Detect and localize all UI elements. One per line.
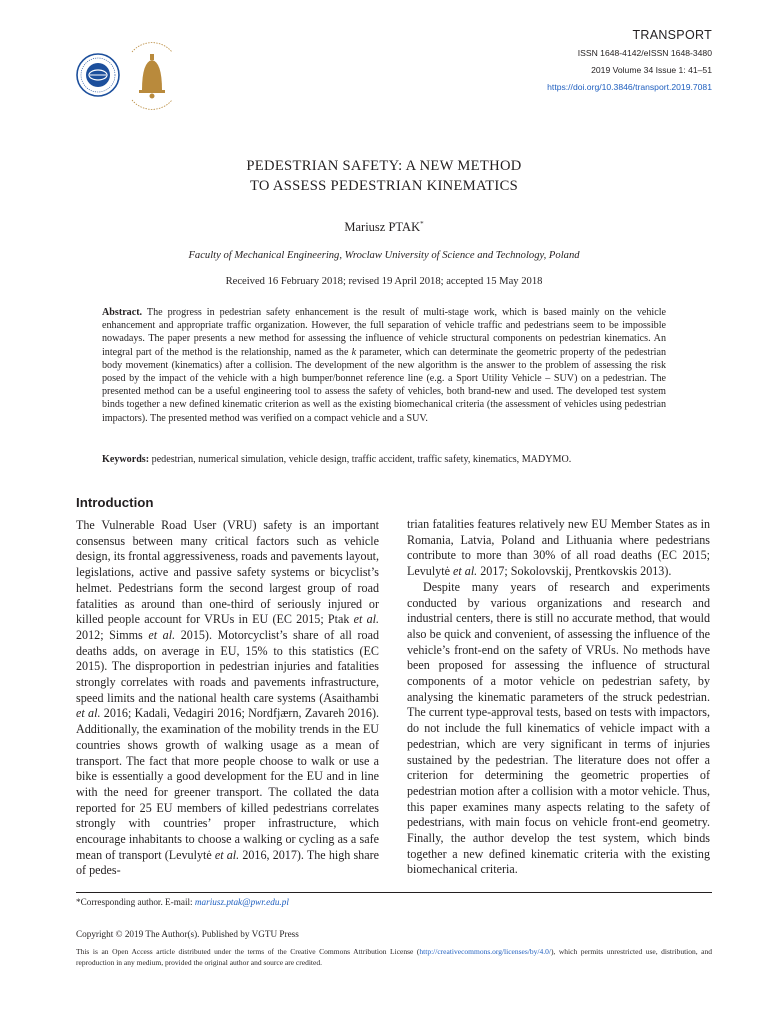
title-line-2: TO ASSESS PEDESTRIAN KINEMATICS	[249, 178, 519, 194]
author-email-link[interactable]: mariusz.ptak@pwr.edu.pl	[194, 897, 289, 907]
text-run: 2016; Kadali, Vedagiri 2016; Nordfjærn, Zavareh 2016). Additionally, the examination of the mobility trends in the EU countries shows growth of walking usage as a mean of transport. The fact that more people choose to walk or use a bike is essentially a good development for the EU and in line with the need for greener transport. The collated the data reported for 25 EU members of killed pedestrians correlates strongly with countries’ proper infrastructure, which encourage inhabitants to choose a walking or cycling as a safe mean of transport (Levulytė	[76, 706, 379, 862]
text-run-italic: et al.	[76, 706, 101, 721]
corresponding-mark: *	[420, 220, 424, 228]
footnote-divider	[76, 892, 712, 893]
text-run: 2012; Simms	[76, 627, 149, 642]
author	[0, 220, 768, 235]
affiliation: Faculty of Mechanical Engineering, Wroclaw University of Science and Technology, Poland	[188, 250, 580, 261]
keywords	[102, 453, 666, 466]
text-run-italic: et al.	[353, 612, 380, 627]
received-dates: Received 16 February 2018; revised 19 April 2018; accepted 15 May 2018	[225, 276, 543, 287]
logos-svg	[76, 40, 196, 110]
abstract	[102, 306, 666, 425]
text-run-italic: et al.	[148, 627, 176, 642]
intro-paragraph-1-cont	[407, 517, 710, 580]
journal-header	[547, 28, 712, 93]
license-link[interactable]: http://creativecommons.org/licenses/by/4.0/	[419, 947, 551, 956]
publisher-logos	[76, 40, 196, 110]
text-run: 2016, 2017). The high share of pedes-	[76, 847, 379, 878]
license-text-2: ), which permits unrestricted use, distribution, and reproduction in any medium, provided the original author and source are credited.	[76, 947, 713, 967]
text-run-italic: et al.	[453, 564, 478, 579]
issn: ISSN 1648-4142/eISSN 1648-3480	[577, 48, 712, 58]
abstract-k-param: k	[351, 346, 357, 358]
copyright: Copyright © 2019 The Author(s). Published by VGTU Press	[76, 929, 299, 939]
title-line-1: PEDESTRIAN SAFETY: A NEW METHOD	[246, 158, 522, 174]
text-run: trian fatalities features relatively new EU Member States as in Romania, Latvia, Poland and Lithuania where pedestrians contribute to more than 30% of all road deaths (EC 2015; Levulytė	[407, 517, 710, 579]
corresponding-footnote	[76, 897, 289, 907]
keywords-label: Keywords:	[102, 454, 150, 465]
text-run: 2015). Motorcyclist’s share of all road deaths adds, on average in EU, 15% to this statistics (EC 2015). The disproportion in pedestrian injuries and fatalities strongly correlates with roads and pavements infrastructure, speed limits and the national health care systems (Asaithambi	[76, 627, 379, 705]
journal-name: TRANSPORT	[632, 28, 712, 42]
abstract-text-2: parameter, which can determinate the geometric property of the pedestrian body movement (kinematics) after a collision. The development of the new algorithm is the answer to the problem of assessing the risk posed by the impact of the vehicle with a high bumper/bonnet reference line (e.g. a Sport Utility Vehicle – SUV) on a pedestrian. The presented method can be a useful engineering tool to assess the safety of vehicles, both brand-new and used. The developed test system binds together a new defined kinematic criterion as well as the existing biomechanical criteria (the assessment of vehicles using pedestrian impactors). The presented method was verified on a compact vehicle and a SUV.	[102, 346, 666, 424]
abstract-text-1: The progress in pedestrian safety enhancement is the result of multi-stage work, which is based mainly on the vehicle enhancement and appropriate traffic organization. However, the full separation of vehicle traffic and pedestrians seem to be impossible nowadays. The paper presents a new method for assessing the influence of vehicle structural components on pedestrian kinematics. An integral part of the method is the relationship, named as the	[102, 307, 666, 358]
academy-bell-logo	[132, 43, 172, 110]
journal-seal-logo	[77, 54, 119, 96]
author-name: Mariusz PTAK	[344, 220, 421, 235]
license-text-1: This is an Open Access article distributed under the terms of the Creative Commons Attribution License (	[76, 947, 420, 956]
section-heading-introduction: Introduction	[76, 495, 154, 510]
right-column	[407, 517, 710, 878]
license-text	[76, 947, 712, 968]
text-run: The Vulnerable Road User (VRU) safety is an important consensus between many critical factors such as vehicle design, its frontal aggressiveness, roads and pavements layout, legislations, active and passive safety systems or bicyclist’s helmet. Pedestrians form the second largest group of road fatalities as around than one-third of seriously injured or killed people account for VRUs in EU (EC 2015; Ptak	[76, 518, 379, 627]
intro-paragraph-1	[76, 518, 379, 879]
intro-paragraph-2: Despite many years of research and experiments conducted by various organizations and research and industrial centers, there is still no accurate method, that would also be quick and convenient, of assessing the influence of the vehicle’s front-end on the safety of VRUs. No methods have been proposed for assessing the influence of structural components of a motor vehicle on pedestrian safety, by analysing the kinematic parameters of the struck pedestrian. The current type-approval tests, based on tests with impactors, do not include the full kinematics of vehicle impact with a pedestrian, which are very significant in terms of injuries sustained by the pedestrian. The literature does not offer a criterion for determining the geometric properties of pedestrian motion after a collision with a motor vehicle. Thus, this paper examines many aspects relating to the safety of pedestrians, with main focus on vehicle front-end geometry. Finally, the author develop the test system, which binds together a new defined kinematic criteria with the existing biomechanical criteria.	[407, 579, 710, 877]
doi-link[interactable]: https://doi.org/10.3846/transport.2019.7081	[547, 82, 712, 92]
issue-info: 2019 Volume 34 Issue 1: 41–51	[591, 65, 712, 75]
keywords-text: pedestrian, numerical simulation, vehicle design, traffic accident, traffic safety, kinematics, MADYMO.	[151, 454, 572, 465]
article-title	[0, 156, 768, 196]
abstract-label: Abstract.	[102, 307, 143, 318]
text-run-italic: et al.	[214, 847, 240, 862]
left-column	[76, 518, 379, 879]
footnote-label: *Corresponding author. E-mail:	[76, 897, 195, 907]
text-run: 2017; Sokolovskij, Prentkovskis 2013).	[477, 564, 672, 579]
